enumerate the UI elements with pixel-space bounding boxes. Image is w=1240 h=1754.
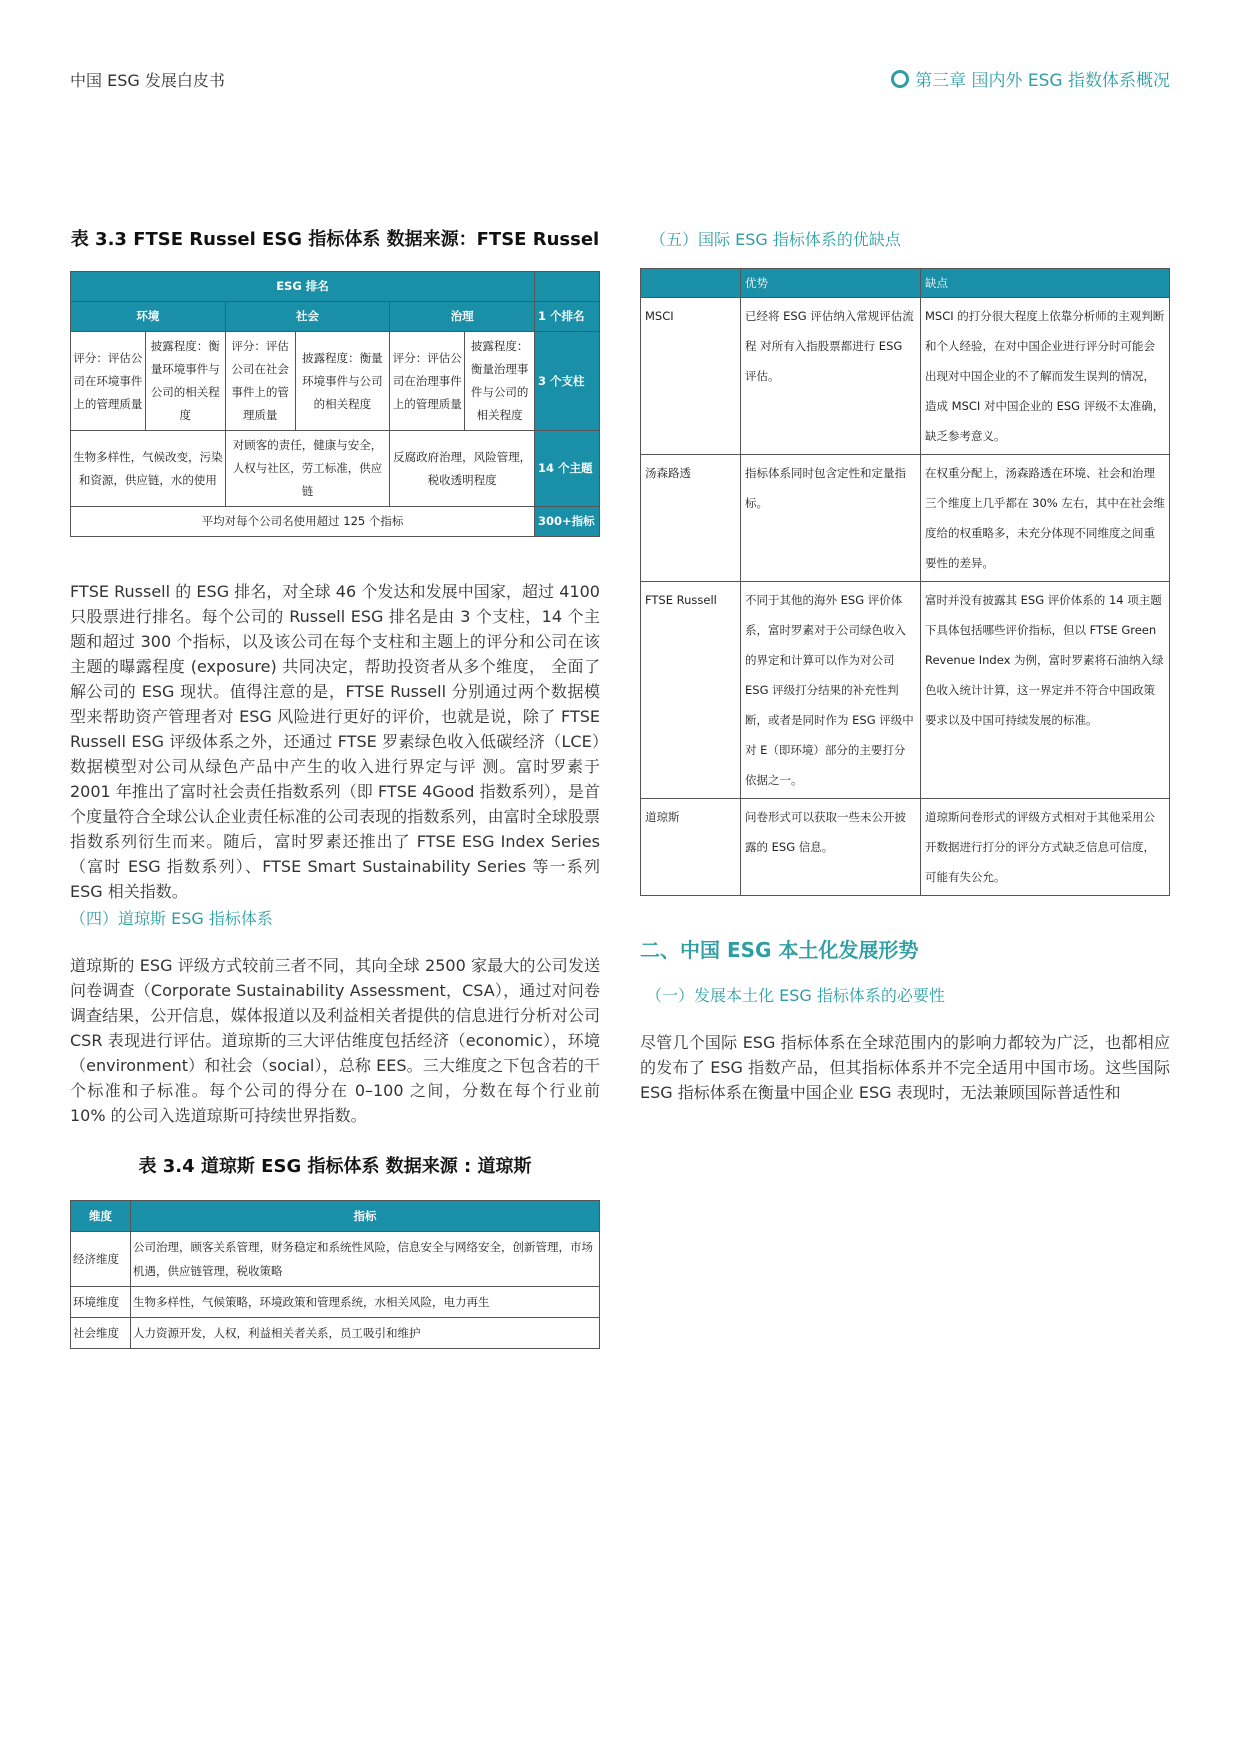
table-3-4 <box>70 1200 600 1349</box>
level-label: 3 个支柱 <box>535 332 600 431</box>
table-header: 指标 <box>131 1201 600 1232</box>
table-header: 维度 <box>71 1201 131 1232</box>
table-cell: 披露程度：衡量环境事件与公司的相关程度 <box>145 332 225 431</box>
table-3-3-title: 表 3.3 FTSE Russel ESG 指标体系 数据来源：FTSE Russel <box>70 229 600 250</box>
table-cell: 社会维度 <box>71 1318 131 1349</box>
table-cell: 评分：评估公司在治理事件上的管理质量 <box>390 332 465 431</box>
table-cell: 披露程度：衡量治理事件与公司的相关程度 <box>465 332 535 431</box>
table-cell: 评分：评估公司在环境事件上的管理质量 <box>71 332 146 431</box>
table-cell: 已经将 ESG 评估纳入常规评估流程 对所有入指股票都进行 ESG 评估。 <box>741 298 921 455</box>
paragraph-ftse: FTSE Russell 的 ESG 排名，对全球 46 个发达和发展中国家，超过 4100 只股票进行排名。每个公司的 Russell ESG 排名是由 3 个支柱，14 个主题和超过 300 个指标，以及该公司在每个支柱和主题上的评分和公司在该主题的曝露程度 (exposure) 共同决定，帮助投资者从多个维度， 全面了解公司的 ESG 现状。值得注意的是，FTSE Russell 分别通过两个数据模型来帮助资产管理者对 ESG 风险进行更好的评价，也就是说，除了 FTSE Russell ESG 评级体系之外，还通过 FTSE 罗素绿色收入低碳经济（LCE）数据模型对公司从绿色产品中产生的收入进行界定与评 测。富时罗素于 2001 年推出了富时社会责任指数系列（即 FTSE 4Good 指数系列），是首个度量符合全球公认企业责任标准的公司表现的指数系列，由富时全球股票指数系列衍生而来。随后，富时罗素还推出了 FTSE ESG Index Series（富时 ESG 指数系列）、FTSE Smart Sustainability Series 等一系列 ESG 相关指数。 <box>70 582 600 901</box>
left-column <box>70 225 600 1349</box>
table-cell: 汤森路透 <box>641 455 741 582</box>
level-label: 14 个主题 <box>535 431 600 507</box>
chapter-title-text: 第三章 国内外 ESG 指数体系概况 <box>915 71 1170 91</box>
subheading-pros-cons: （五）国际 ESG 指标体系的优缺点 <box>650 230 901 249</box>
level-label <box>535 272 600 302</box>
table-cell: 生物多样性，气候改变，污染和资源，供应链，水的使用 <box>71 431 226 507</box>
pros-cons-table <box>640 268 1170 896</box>
table-header <box>641 269 741 298</box>
table-cell: MSCI <box>641 298 741 455</box>
section-heading-china-esg: 二、中国 ESG 本土化发展形势 <box>640 938 919 962</box>
table-cell: 富时并没有披露其 ESG 评价体系的 14 项主题下具体包括哪些评价指标，但以 FTSE Green Revenue Index 为例，富时罗素将石油纳入绿色收入统计计算，这一界定并不符合中国政策要求以及中国可持续发展的标准。 <box>921 582 1170 799</box>
table-cell: 环境维度 <box>71 1287 131 1318</box>
table-cell: 经济维度 <box>71 1232 131 1287</box>
level-label: 1 个排名 <box>535 302 600 332</box>
table-cell: 生物多样性，气候策略，环境政策和管理系统，水相关风险，电力再生 <box>131 1287 600 1318</box>
pillar-social: 社会 <box>225 302 390 332</box>
table-cell: 道琼斯 <box>641 799 741 896</box>
table-cell: 披露程度：衡量环境事件与公司的相关程度 <box>295 332 390 431</box>
paragraph-localization: 尽管几个国际 ESG 指标体系在全球范围内的影响力都较为广泛，也都相应的发布了 ESG 指数产品，但其指标体系并不完全适用中国市场。这些国际 ESG 指标体系在衡量中国企业 ESG 表现时，无法兼顾国际普适性和 <box>640 1033 1170 1102</box>
table-header: 缺点 <box>921 269 1170 298</box>
table-header-esg-ranking: ESG 排名 <box>71 272 535 302</box>
pillar-governance: 治理 <box>390 302 535 332</box>
table-cell: 反腐政府治理，风险管理，税收透明程度 <box>390 431 535 507</box>
table-3-4-title: 表 3.4 道琼斯 ESG 指标体系 数据来源 : 道琼斯 <box>138 1156 532 1177</box>
table-cell: 问卷形式可以获取一些未公开披露的 ESG 信息。 <box>741 799 921 896</box>
table-cell: 人力资源开发，人权，利益相关者关系，员工吸引和维护 <box>131 1318 600 1349</box>
table-cell: MSCI 的打分很大程度上依靠分析师的主观判断和个人经验，在对中国企业进行评分时可能会出现对中国企业的不了解而发生误判的情况，造成 MSCI 对中国企业的 ESG 评级不太准确，缺乏参考意义。 <box>921 298 1170 455</box>
table-header: 优势 <box>741 269 921 298</box>
table-cell: 指标体系同时包含定性和定量指标。 <box>741 455 921 582</box>
level-label: 300+指标 <box>535 507 600 537</box>
table-cell: 对顾客的责任，健康与安全，人权与社区，劳工标准，供应链 <box>225 431 390 507</box>
circle-bullet-icon <box>891 70 909 88</box>
subheading-localization: （一）发展本土化 ESG 指标体系的必要性 <box>646 986 945 1005</box>
pillar-environment: 环境 <box>71 302 226 332</box>
table-cell: 道琼斯问卷形式的评级方式相对于其他采用公开数据进行打分的评分方式缺乏信息可信度，可能有失公允。 <box>921 799 1170 896</box>
subheading-dow-jones: （四）道琼斯 ESG 指标体系 <box>70 909 273 928</box>
right-column <box>640 225 1170 1105</box>
table-cell: FTSE Russell <box>641 582 741 799</box>
table-cell: 平均对每个公司名使用超过 125 个指标 <box>71 507 535 537</box>
document-title: 中国 ESG 发展白皮书 <box>70 71 225 90</box>
table-cell: 不同于其他的海外 ESG 评价体系，富时罗素对于公司绿色收入的界定和计算可以作为对公司 ESG 评级打分结果的补充性判断，或者是同时作为 ESG 评级中对 E（即环境）部分的主要打分依据之一。 <box>741 582 921 799</box>
table-cell: 公司治理，顾客关系管理，财务稳定和系统性风险，信息安全与网络安全，创新管理，市场机遇，供应链管理，税收策略 <box>131 1232 600 1287</box>
table-cell: 评分：评估公司在社会事件上的管理质量 <box>225 332 295 431</box>
paragraph-dow-jones: 道琼斯的 ESG 评级方式较前三者不同，其向全球 2500 家最大的公司发送问卷调查（Corporate Sustainability Assessment，CSA），通过对问卷调查结果，公开信息，媒体报道以及利益相关者提供的信息进行分析对公司 CSR 表现进行评估。道琼斯的三大评估维度包括经济（economic），环境（environment）和社会（social），总称 EES。三大维度之下包含若的干个标准和子标准。每个公司的得分在 0–100 之间，分数在每个行业前 10% 的公司入选道琼斯可持续世界指数。 <box>70 956 600 1125</box>
table-cell: 在权重分配上，汤森路透在环境、社会和治理三个维度上几乎都在 30% 左右，其中在社会维度给的权重略多，未充分体现不同维度之间重要性的差异。 <box>921 455 1170 582</box>
chapter-title <box>891 66 1170 91</box>
table-3-3 <box>70 271 600 537</box>
